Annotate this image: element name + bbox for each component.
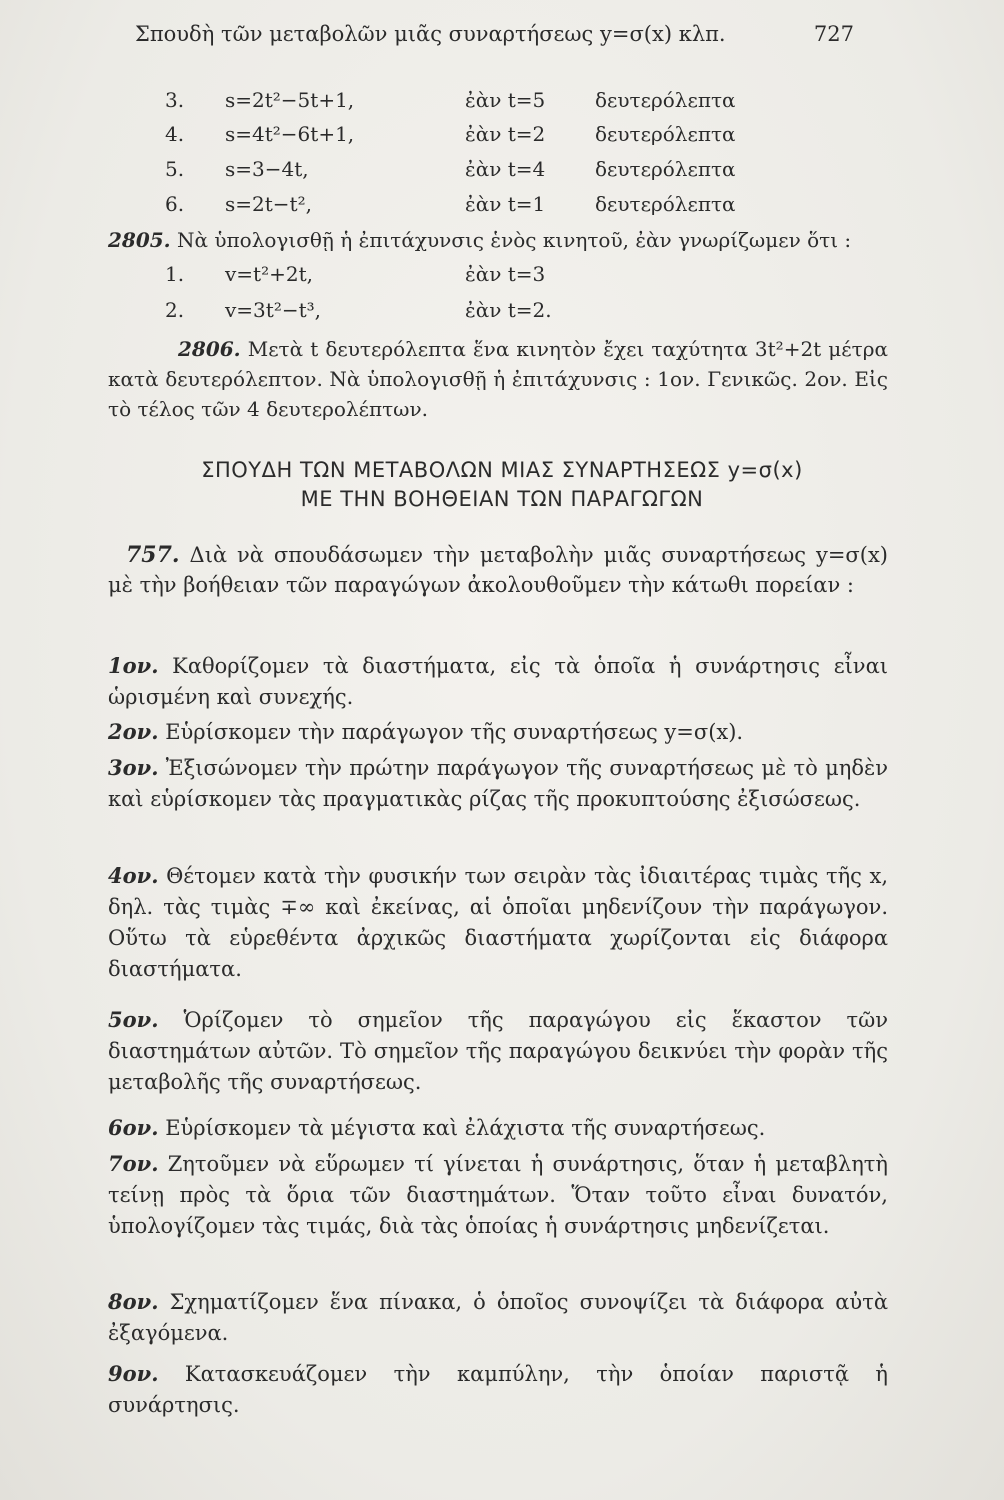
step-label: 3ον. [108, 755, 159, 780]
page-number: 727 [813, 22, 854, 46]
step-text: Εὑρίσκομεν τὰ μέγιστα καὶ ἐλάχιστα τῆς συναρτήσεως. [158, 1116, 766, 1140]
header-title: Σπουδὴ τῶν μεταβολῶν μιᾶς συναρτήσεως y=σ(x) κλπ. [135, 22, 726, 46]
step-label: 8ον. [108, 1289, 159, 1314]
book-page: Σπουδὴ τῶν μεταβολῶν μιᾶς συναρτήσεως y=σ(x) κλπ. 727 3. s=2t²−5t+1, ἐὰν t=5 δευτερόλεπτα 4. s=4t²−6t+1, ἐὰν t=2 δευτερόλεπτα 5. s=3−4t, ἐὰν t=4 δευτερόλεπτα 6. s=2t−t², ἐὰν t=1 δευτερόλεπτα 2805. Νὰ ὑπολογισθῇ ἡ ἐπιτάχυνσις ἑνὸς κινητοῦ, ἐὰν γνωρίζωμεν ὅτι : 1. v=t²+2t, ἐὰν t=3 2. v=3t²−t³, ἐὰν t=2. 2806. Μετὰ t δευτερόλεπτα ἕνα κινητὸν ἔχει ταχύτητα 3t²+2t μέτρα κατὰ δευτερόλεπτον. Νὰ ὑπολογισθῇ ἡ ἐπιτάχυνσις : 1ον. Γενικῶς. 2ον. Εἰς τὸ τέλος τῶν 4 δευτερολέπτων. ΣΠΟΥΔΗ ΤΩΝ ΜΕΤΑΒΟΛΩΝ ΜΙΑΣ ΣΥΝΑΡΤΗΣΕΩΣ y=σ(x) ΜΕ ΤΗΝ ΒΟΗΘΕΙΑΝ ΤΩΝ ΠΑΡΑΓΩΓΩΝ 757. Διὰ νὰ σπουδάσωμεν τὴν μεταβολὴν μιᾶς συναρτήσεως y=σ(x) μὲ τὴν βοήθειαν τῶν παραγώγων ἀκολουθοῦμεν τὴν κάτωθι πορείαν : 1ον. Καθορίζομεν τὰ διαστήματα, εἰς τὰ ὁποῖα ἡ συνάρτησις εἶναι ὡρισμένη καὶ συνεχής. 2ον. Εὑρίσκομεν τὴν παράγωγον τῆς συναρτήσεως y=σ(x). 3ον. Ἐξισώνομεν τὴν πρώτην παράγωγον τῆς συναρτήσεως μὲ τὸ μηδὲν καὶ εὑρίσκομεν τὰς πραγματικὰς ρίζας τῆς προκυπτούσης ἐξισώσεως. 4ον. Θέτομεν κατὰ τὴν φυσικήν των σειρὰν τὰς ἰδιαιτέρας τιμὰς τῆς x, δηλ. τὰς τιμὰς ∓∞ καὶ ἐκείνας, αἱ ὁποῖαι μηδενίζουν τὴν παράγωγον. Οὕτω τὰ εὑρεθέντα ἀρχικῶς διαστήματα χωρίζονται εἰς διάφορα διαστήματα. 5ον. Ὁρίζομεν τὸ σημεῖον τῆς παραγώγου εἰς ἕκαστον τῶν διαστημάτων αὐτῶν. Τὸ σημεῖον τῆς παραγώγου δεικνύει τὴν φορὰν τῆς μεταβολῆς τῆς συναρτήσεως. 6ον. Εὑρίσκομεν τὰ μέγιστα καὶ ἐλάχιστα τῆς συναρτήσεως. 7ον. Ζητοῦμεν νὰ εὕρωμεν τί γίνεται ἡ συνάρτησις, ὅταν ἡ μεταβλητὴ τείνῃ πρὸς τὰ ὅρια τῶν διαστημάτων. Ὅταν τοῦτο εἶναι δυνατόν, ὑπολογίζομεν τὰς τιμάς, διὰ τὰς ὁποίας ἡ συνάρτησις μηδενίζεται. 8ον. Σχηματίζομεν ἕνα πίνακα, ὁ ὁποῖος συνοψίζει τὰ διάφορα αὐτὰ ἐξαγόμενα. 9ον. Κατασκευάζομεν τὴν καμπύλην, τὴν ὁποίαν παριστᾷ ἡ συνάρτησις. [0, 0, 1004, 1500]
problem-text: Μετὰ t δευτερόλεπτα ἕνα κινητὸν ἔχει ταχύτητα 3t²+2t μέτρα κατὰ δευτερόλεπτον. Νὰ ὑπολογισθῇ ἡ ἐπιτάχυνσις : 1ον. Γενικῶς. 2ον. Εἰς τὸ τέλος τῶν 4 δευτερολέπτων. [108, 337, 888, 421]
paragraph-number: 757. [126, 542, 180, 568]
step-text: Ζητοῦμεν νὰ εὕρωμεν τί γίνεται ἡ συνάρτησις, ὅταν ἡ μεταβλητὴ τείνῃ πρὸς τὰ ὅρια τῶν διαστημάτων. Ὅταν τοῦτο εἶναι δυνατόν, ὑπολογίζομεν τὰς τιμάς, διὰ τὰς ὁποίας ἡ συνάρτησις μηδενίζεται. [108, 1152, 888, 1238]
problem-number: 2806. [178, 337, 241, 361]
problem-2805 [108, 226, 914, 254]
step-4 [108, 860, 888, 985]
paragraph-text: Διὰ νὰ σπουδάσωμεν τὴν μεταβολὴν μιᾶς συναρτήσεως y=σ(x) μὲ τὴν βοήθειαν τῶν παραγώγων ἀκολουθοῦμεν τὴν κάτωθι πορείαν : [108, 543, 888, 597]
problem-2806 [108, 334, 888, 424]
step-text: Σχηματίζομεν ἕνα πίνακα, ὁ ὁποῖος συνοψίζει τὰ διάφορα αὐτὰ ἐξαγόμενα. [108, 1290, 888, 1345]
problem-number: 2805. [108, 228, 171, 252]
step-label: 2ον. [108, 719, 159, 744]
step-5 [108, 1004, 888, 1098]
step-text: Κατασκευάζομεν τὴν καμπύλην, τὴν ὁποίαν παριστᾷ ἡ συνάρτησις. [108, 1362, 888, 1417]
step-text: Καθορίζομεν τὰ διαστήματα, εἰς τὰ ὁποῖα ἡ συνάρτησις εἶναι ὡρισμένη καὶ συνεχής. [108, 654, 888, 709]
section-title-line1: ΣΠΟΥΔΗ ΤΩΝ ΜΕΤΑΒΟΛΩΝ ΜΙΑΣ ΣΥΝΑΡΤΗΣΕΩΣ y=σ(x) [201, 458, 803, 482]
problem-text: Νὰ ὑπολογισθῇ ἡ ἐπιτάχυνσις ἑνὸς κινητοῦ, ἐὰν γνωρίζωμεν ὅτι : [170, 228, 852, 252]
step-label: 7ον. [108, 1151, 159, 1176]
step-2 [108, 716, 888, 748]
step-7 [108, 1148, 888, 1242]
section-title-line2: ΜΕ ΤΗΝ ΒΟΗΘΕΙΑΝ ΤΩΝ ΠΑΡΑΓΩΓΩΝ [300, 487, 704, 511]
step-3 [108, 752, 888, 815]
step-8 [108, 1286, 888, 1349]
step-6 [108, 1112, 888, 1144]
step-text: Ἐξισώνομεν τὴν πρώτην παράγωγον τῆς συναρτήσεως μὲ τὸ μηδὲν καὶ εὑρίσκομεν τὰς πραγματικὰς ρίζας τῆς προκυπτούσης ἐξισώσεως. [108, 756, 888, 811]
paragraph-757 [108, 540, 888, 600]
step-label: 5ον. [108, 1007, 159, 1032]
step-label: 6ον. [108, 1115, 159, 1140]
step-label: 9ον. [108, 1361, 159, 1386]
step-text: Ὁρίζομεν τὸ σημεῖον τῆς παραγώγου εἰς ἕκαστον τῶν διαστημάτων αὐτῶν. Τὸ σημεῖον τῆς παραγώγου δεικνύει τὴν φορὰν τῆς μεταβολῆς τῆς συναρτήσεως. [108, 1008, 888, 1094]
step-label: 1ον. [108, 653, 159, 678]
step-1 [108, 650, 888, 713]
step-text: Θέτομεν κατὰ τὴν φυσικήν των σειρὰν τὰς ἰδιαιτέρας τιμὰς τῆς x, δηλ. τὰς τιμὰς ∓∞ καὶ ἐκείνας, αἱ ὁποῖαι μηδενίζουν τὴν παράγωγον. Οὕτω τὰ εὑρεθέντα ἀρχικῶς διαστήματα χωρίζονται εἰς διάφορα διαστήματα. [108, 864, 888, 981]
step-text: Εὑρίσκομεν τὴν παράγωγον τῆς συναρτήσεως y=σ(x). [158, 720, 744, 744]
step-label: 4ον. [108, 863, 159, 888]
step-9 [108, 1358, 888, 1421]
